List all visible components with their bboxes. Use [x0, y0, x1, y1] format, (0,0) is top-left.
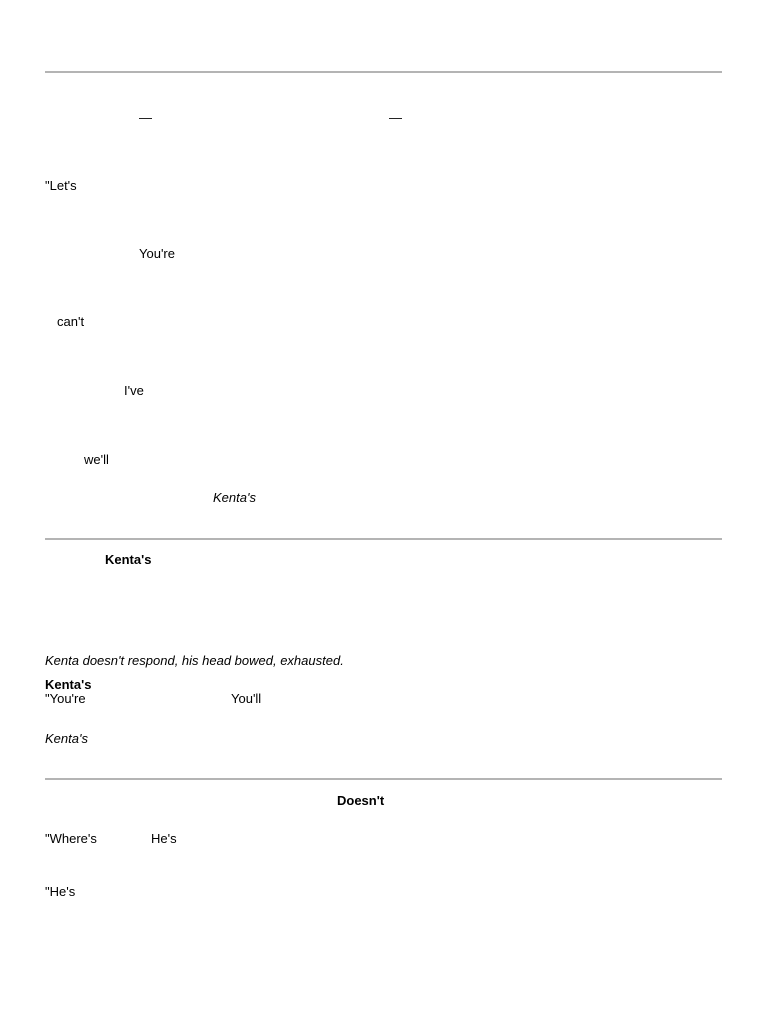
bold-word: Doesn't: [337, 793, 385, 808]
em-dash: —: [139, 110, 152, 125]
text-fragment: "Where's: [45, 831, 97, 846]
text-fragment: He's: [151, 831, 177, 846]
italic-line: Kenta doesn't respond, his head bowed, exhausted.: [45, 653, 344, 668]
section-divider: [45, 778, 722, 780]
section-divider: [45, 71, 722, 73]
italic-name: Kenta's: [213, 490, 256, 505]
text-fragment: can't: [57, 314, 85, 329]
text-fragment: "You're: [45, 691, 86, 706]
text-fragment: "Let's: [45, 178, 77, 193]
bold-name: Kenta's: [45, 677, 92, 692]
text-fragment: "He's: [45, 884, 76, 899]
italic-name: Kenta's: [45, 731, 88, 746]
text-fragment: I've: [124, 383, 144, 398]
text-fragment: You'll: [231, 691, 262, 706]
em-dash: —: [389, 110, 402, 125]
bold-name: Kenta's: [105, 552, 152, 567]
section-divider: [45, 538, 722, 540]
text-fragment: You're: [139, 246, 175, 261]
text-fragment: we'll: [84, 452, 109, 467]
